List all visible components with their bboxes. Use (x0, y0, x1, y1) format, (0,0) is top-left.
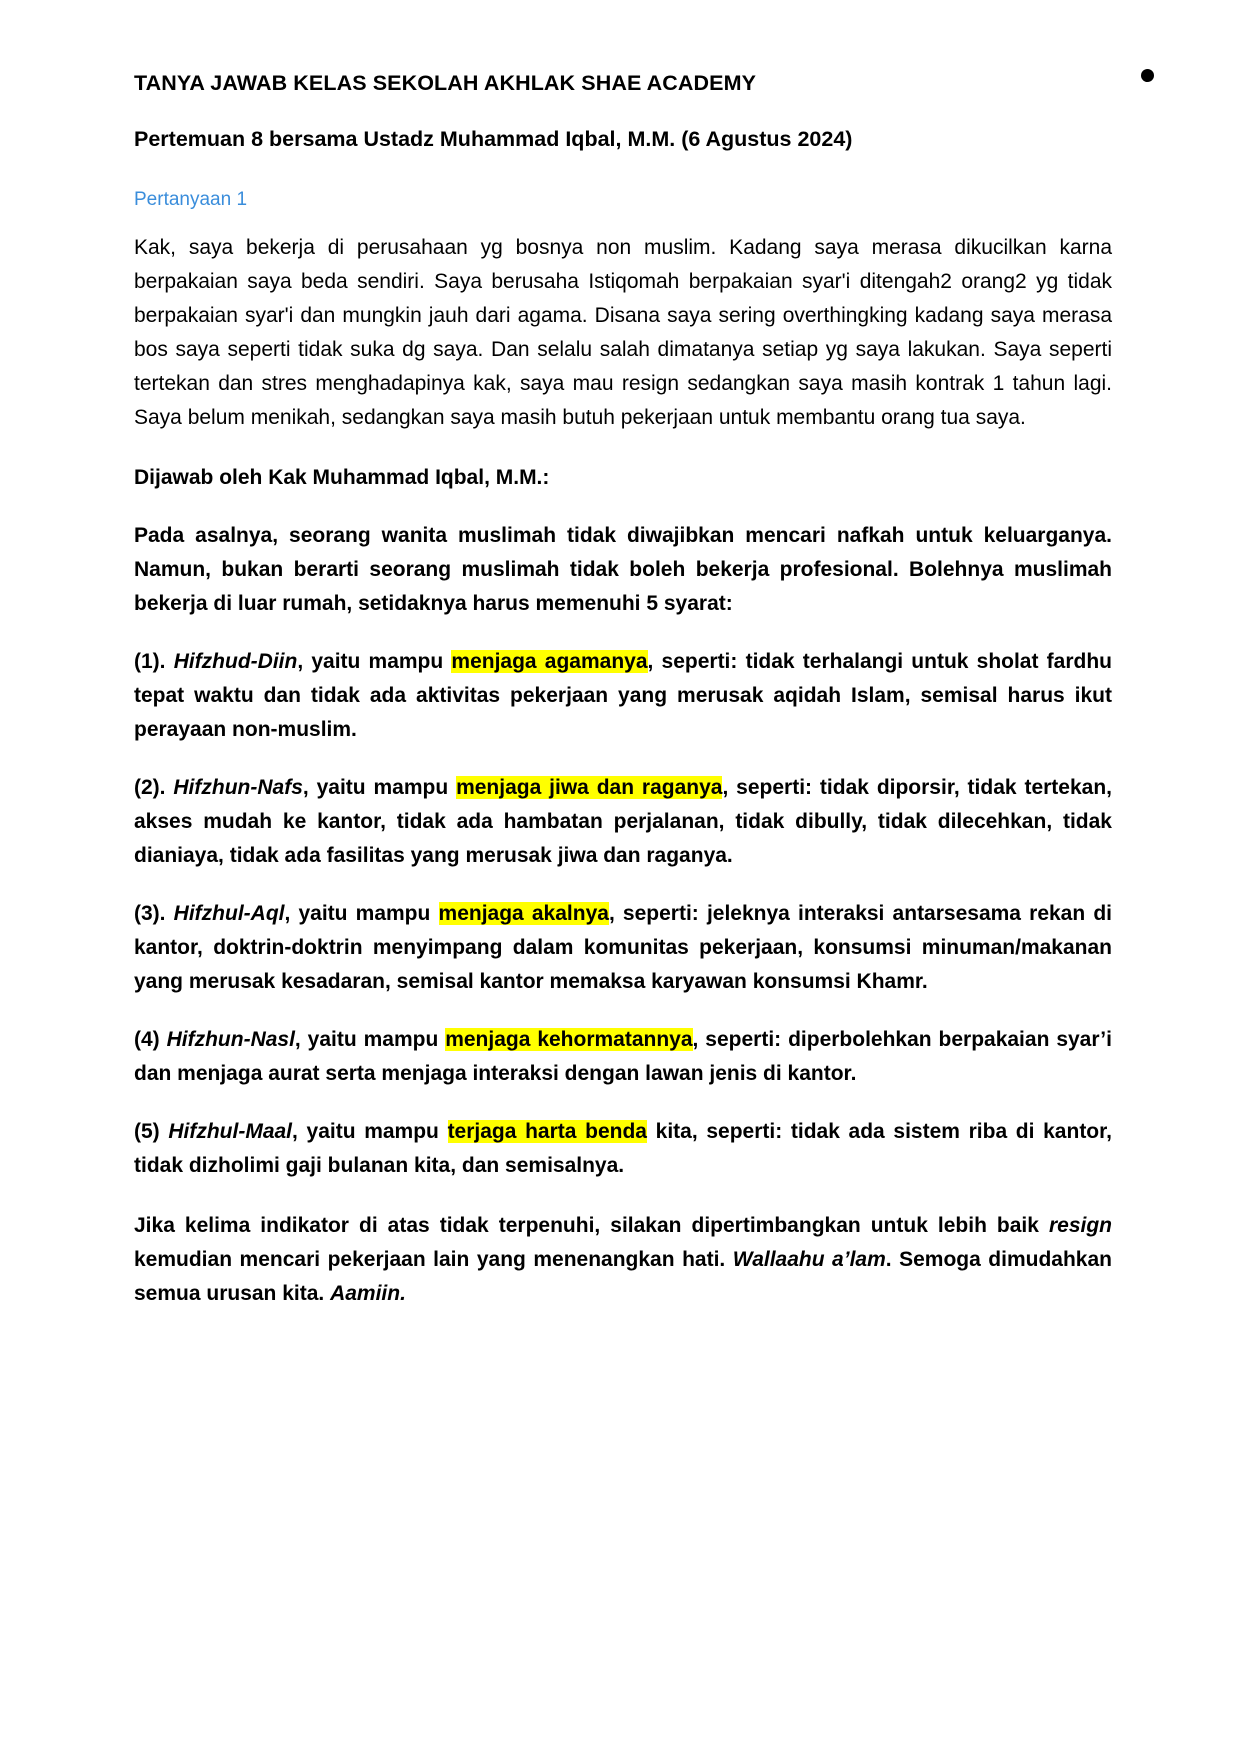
syarat-term: Hifzhud-Diin (173, 650, 298, 674)
syarat-rest: , seperti: jeleknya interaksi antarsesama rekan di kantor, doktrin-doktrin menyimpang dalam komunitas pekerjaan, konsumsi minuman/makanan yang merusak kesadaran, semisal kantor memaksa karyawan konsumsi Khamr. (134, 902, 1113, 994)
syarat-term: Hifzhul-Aql (173, 902, 285, 926)
syarat-item-1 (134, 621, 1112, 747)
syarat-rest: , seperti: diperbolehkan berpakaian syar’i dan menjaga aurat serta menjaga interaksi dengan lawan jenis di kantor. (134, 1028, 1112, 1086)
syarat-term: Hifzhul-Maal (168, 1120, 293, 1144)
closing-part-2: kemudian mencari pekerjaan lain yang menenangkan hati. (134, 1248, 733, 1272)
syarat-lead: , yaitu mampu (297, 650, 452, 674)
closing-part-3: . Semoga dimudahkan semua urusan kita. (134, 1248, 1112, 1306)
syarat-term: Hifzhun-Nafs (173, 776, 303, 800)
page-subtitle: Pertemuan 8 bersama Ustadz Muhammad Iqbal, M.M. (6 Agustus 2024) (134, 126, 853, 151)
syarat-item-2 (134, 747, 1112, 873)
syarat-highlight: terjaga harta benda (447, 1120, 647, 1144)
question-label: Pertanyaan 1 (134, 188, 248, 210)
syarat-number: (5) (134, 1120, 160, 1144)
answer-opening: Pada asalnya, seorang wanita muslimah tidak diwajibkan mencari nafkah untuk keluarganya. Namun, bukan berarti seorang muslimah tidak boleh bekerja profesional. Bolehnya muslimah bekerja di luar rumah, setidaknya harus memenuhi 5 syarat: (134, 524, 1112, 616)
syarat-lead: , yaitu mampu (294, 1028, 446, 1052)
syarat-highlight: menjaga jiwa dan raganya (456, 776, 723, 800)
syarat-item-5 (134, 1091, 1112, 1183)
syarat-number: (4) (134, 1028, 160, 1052)
answer-intro: Dijawab oleh Kak Muhammad Iqbal, M.M.: (134, 465, 550, 489)
closing-part-1: Jika kelima indikator di atas tidak terpenuhi, silakan dipertimbangkan untuk lebih baik (134, 1214, 1049, 1238)
closing-italic-wallaahu: Wallaahu a’lam (732, 1248, 886, 1272)
closing-italic-aamiin: Aamiin. (330, 1282, 406, 1306)
syarat-rest: , seperti: tidak terhalangi untuk sholat fardhu tepat waktu dan tidak ada aktivitas pekerjaan yang merusak aqidah Islam, semisal harus ikut perayaan non-muslim. (134, 650, 1112, 742)
syarat-lead: , yaitu mampu (302, 776, 457, 800)
syarat-number: (1). (134, 650, 166, 674)
syarat-number: (2). (134, 776, 166, 800)
syarat-term: Hifzhun-Nasl (166, 1028, 295, 1052)
syarat-highlight: menjaga agamanya (451, 650, 648, 674)
syarat-highlight: menjaga kehormatannya (445, 1028, 693, 1052)
syarat-lead: , yaitu mampu (284, 902, 439, 926)
syarat-highlight: menjaga akalnya (438, 902, 609, 926)
answer-closing (134, 1183, 1112, 1311)
closing-italic-resign: resign (1048, 1214, 1112, 1238)
syarat-rest: , seperti: tidak diporsir, tidak tertekan, akses mudah ke kantor, tidak ada hambatan perjalanan, tidak dibully, tidak dilecehkan, tidak dianiaya, tidak ada fasilitas yang merusak jiwa dan raganya. (134, 776, 1112, 868)
syarat-number: (3). (134, 902, 166, 926)
page-title: TANYA JAWAB KELAS SEKOLAH AKHLAK SHAE ACADEMY (134, 71, 757, 95)
syarat-rest: kita, seperti: tidak ada sistem riba di kantor, tidak dizholimi gaji bulanan kita, dan semisalnya. (134, 1120, 1112, 1178)
syarat-item-3 (134, 873, 1112, 999)
syarat-lead: , yaitu mampu (292, 1120, 448, 1144)
question-text: Kak, saya bekerja di perusahaan yg bosnya non muslim. Kadang saya merasa dikucilkan karna berpakaian saya beda sendiri. Saya berusaha Istiqomah berpakaian syar'i ditengah2 orang2 yg tidak berpakaian syar'i dan mungkin jauh dari agama. Disana saya sering overthingking kadang saya merasa bos saya seperti tidak suka dg saya. Dan selalu salah dimatanya setiap yg saya lakukan. Saya seperti tertekan dan stres menghadapinya kak, saya mau resign sedangkan saya masih kontrak 1 tahun lagi. Saya belum menikah, sedangkan saya masih butuh pekerjaan untuk membantu orang tua saya. (134, 235, 1112, 429)
bullet-dot-icon (1141, 69, 1154, 82)
syarat-item-4 (134, 999, 1112, 1091)
